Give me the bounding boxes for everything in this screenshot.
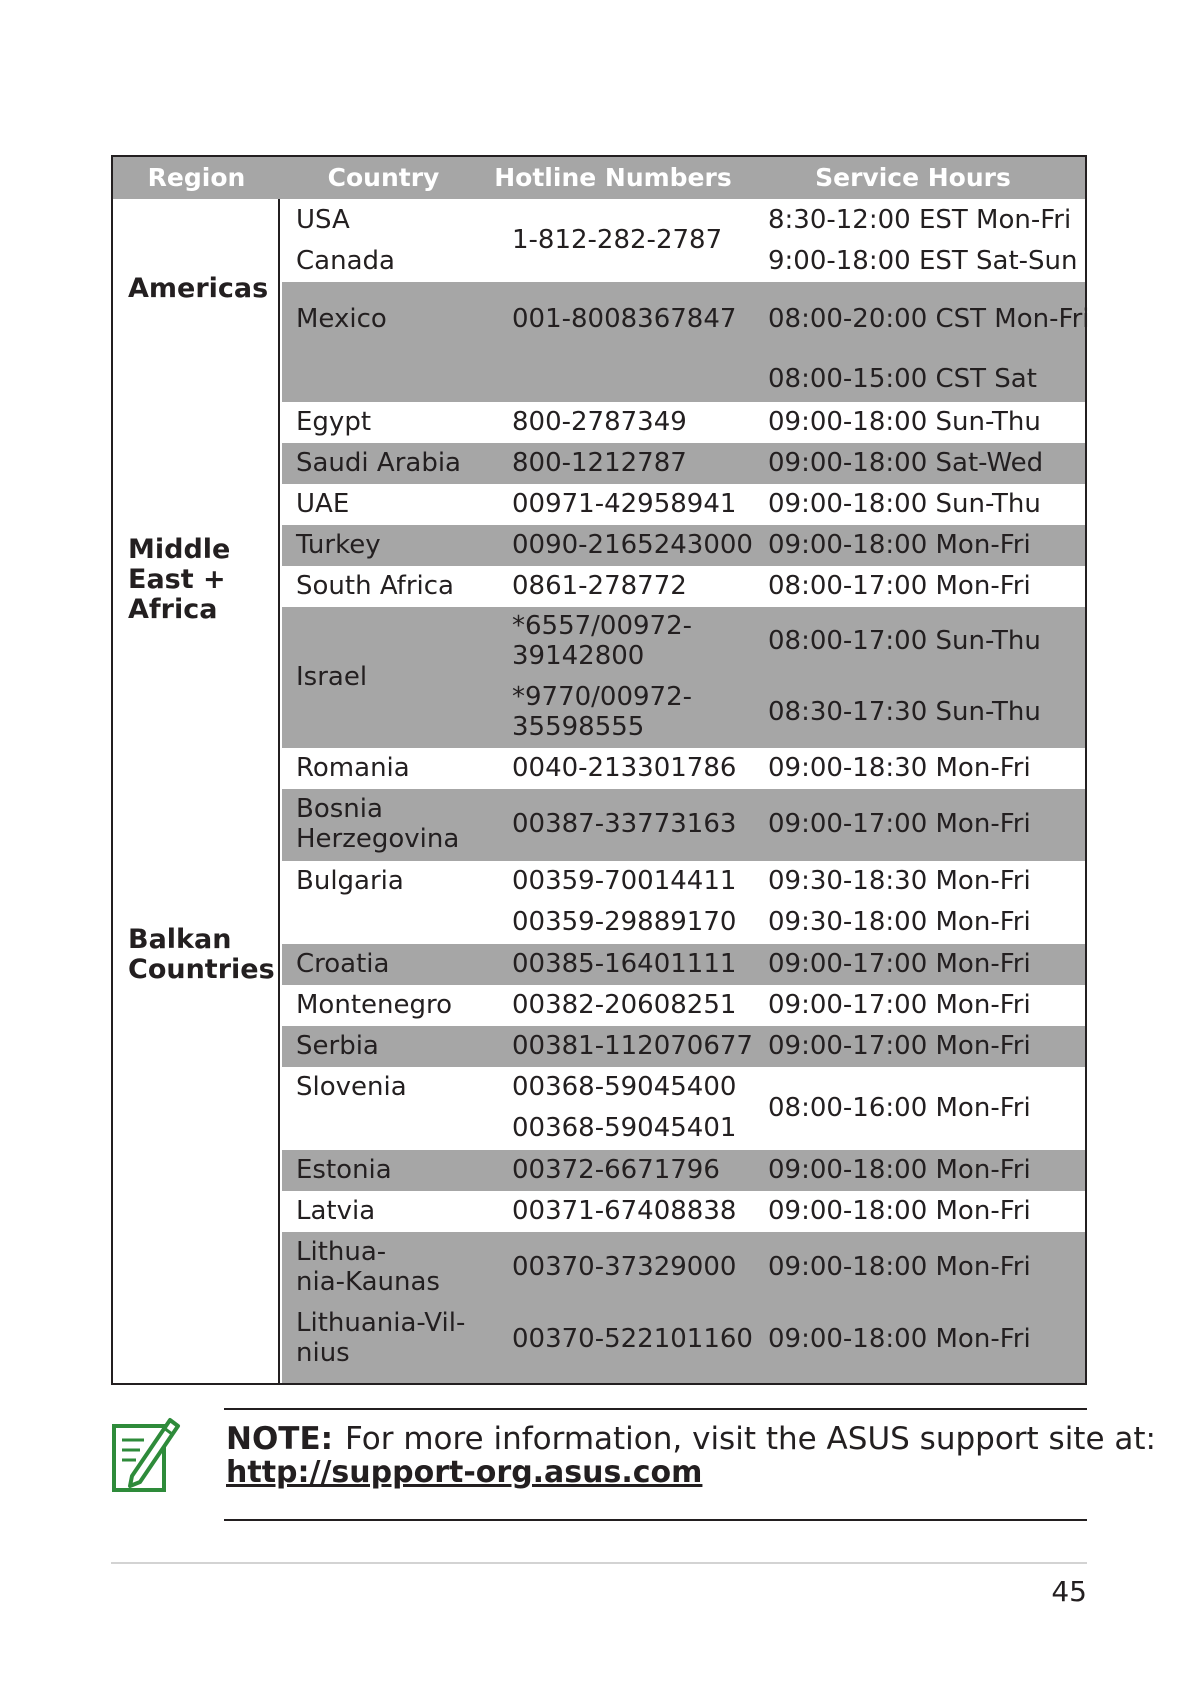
table-row [282, 484, 1085, 525]
country-cell: Mexico [296, 304, 387, 334]
hotline-cell: 800-1212787 [512, 448, 687, 478]
hours-cell: 08:00-15:00 CST Sat [768, 364, 1037, 394]
table-row [282, 199, 1085, 282]
header-hours: Service Hours [815, 163, 1011, 192]
hotline-cell: 0040-213301786 [512, 753, 737, 783]
country-cell: Croatia [296, 949, 390, 979]
hours-cell: 09:00-17:00 Mon-Fri [768, 990, 1031, 1020]
hotline-cell: *6557/00972- [512, 611, 693, 641]
country-cell: Montenegro [296, 990, 453, 1020]
note-top-rule [224, 1408, 1087, 1410]
country-cell: Lithua- [296, 1237, 387, 1267]
hotline-cell: 00372-6671796 [512, 1155, 720, 1185]
page-number: 45 [1051, 1575, 1087, 1608]
hotline-cell: 0090-2165243000 [512, 530, 753, 560]
country-cell: nia-Kaunas [296, 1267, 440, 1297]
hours-cell: 08:00-16:00 Mon-Fri [768, 1093, 1031, 1123]
country-cell: Slovenia [296, 1072, 407, 1102]
hotline-cell: 1-812-282-2787 [512, 225, 723, 255]
country-cell: Serbia [296, 1031, 379, 1061]
hotline-cell: 00370-522101160 [512, 1324, 753, 1354]
hotline-cell: 00387-33773163 [512, 809, 737, 839]
hours-cell: 08:00-17:00 Mon-Fri [768, 571, 1031, 601]
support-site-link[interactable]: http://support-org.asus.com [226, 1455, 703, 1490]
table-row [282, 1067, 1085, 1150]
hours-cell: 09:00-18:00 Mon-Fri [768, 530, 1031, 560]
hotline-cell: 00359-29889170 [512, 907, 737, 937]
country-cell: Lithuania-Vil- [296, 1308, 466, 1338]
note-label: NOTE: [226, 1421, 334, 1457]
country-cell: Bulgaria [296, 866, 404, 896]
table-row [282, 566, 1085, 607]
hours-cell: 08:00-20:00 CST Mon-Fri [768, 304, 1090, 334]
hours-cell: 09:00-18:00 Mon-Fri [768, 1252, 1031, 1282]
hotline-cell: 00971-42958941 [512, 489, 737, 519]
header-country: Country [327, 163, 440, 192]
hotline-cell: 00370-37329000 [512, 1252, 737, 1282]
table-header [113, 157, 1085, 199]
table-row [282, 748, 1085, 789]
hotline-cell: 800-2787349 [512, 407, 687, 437]
hotline-cell: 00368-59045401 [512, 1113, 737, 1143]
hours-cell: 09:00-18:00 Sun-Thu [768, 407, 1041, 437]
hotline-cell: 00385-16401111 [512, 949, 737, 979]
note-text [226, 1422, 1156, 1456]
country-cell: Estonia [296, 1155, 392, 1185]
region-americas: Americas [128, 273, 269, 304]
table-row [282, 861, 1085, 944]
hours-cell: 09:00-18:00 Mon-Fri [768, 1155, 1031, 1185]
region-mea-line1: Middle [128, 534, 231, 565]
table-row [282, 1232, 1085, 1304]
table-row [282, 1026, 1085, 1067]
country-cell: Romania [296, 753, 410, 783]
country-cell: Turkey [296, 530, 381, 560]
header-hotline: Hotline Numbers [494, 163, 732, 192]
country-cell: UAE [296, 489, 350, 519]
country-cell: Herzegovina [296, 824, 460, 854]
country-cell: Latvia [296, 1196, 376, 1226]
table-row [282, 402, 1085, 443]
hotline-cell: 00381-112070677 [512, 1031, 753, 1061]
hours-cell: 08:00-17:00 Sun-Thu [768, 626, 1041, 656]
hotline-cell: 001-8008367847 [512, 304, 737, 334]
hours-cell: 09:00-17:00 Mon-Fri [768, 809, 1031, 839]
hotline-cell: *9770/00972- [512, 682, 693, 712]
country-cell: USA [296, 205, 350, 235]
hotline-cell: 00368-59045400 [512, 1072, 737, 1102]
note-pencil-icon [110, 1412, 182, 1494]
region-balkan-line2: Countries [128, 954, 275, 985]
hotline-cell: 00359-70014411 [512, 866, 737, 896]
hours-cell: 09:00-17:00 Mon-Fri [768, 949, 1031, 979]
hours-cell: 09:00-18:00 Mon-Fri [768, 1196, 1031, 1226]
table-row [282, 1191, 1085, 1232]
hotline-cell: 35598555 [512, 712, 645, 742]
hours-cell: 8:30-12:00 EST Mon-Fri [768, 205, 1072, 235]
table-row [282, 525, 1085, 566]
table-row [282, 944, 1085, 985]
table-row [282, 282, 1090, 402]
table-row [282, 443, 1085, 484]
table-row [282, 607, 1085, 748]
region-mea-line2: East + [128, 564, 226, 595]
country-cell: Egypt [296, 407, 372, 437]
country-cell: Israel [296, 662, 368, 692]
hours-cell: 09:00-18:00 Mon-Fri [768, 1324, 1031, 1354]
table-row [282, 1304, 1085, 1383]
table-row [282, 789, 1085, 861]
region-balkan-line1: Balkan [128, 924, 232, 955]
hotline-cell: 0861-278772 [512, 571, 687, 601]
hotline-cell: 39142800 [512, 641, 645, 671]
country-cell: nius [296, 1338, 350, 1368]
country-cell: South Africa [296, 571, 454, 601]
hours-cell: 09:00-17:00 Mon-Fri [768, 1031, 1031, 1061]
hours-cell: 09:00-18:30 Mon-Fri [768, 753, 1031, 783]
hotline-cell: 00382-20608251 [512, 990, 737, 1020]
hours-cell: 09:00-18:00 Sat-Wed [768, 448, 1044, 478]
hours-cell: 9:00-18:00 EST Sat-Sun [768, 246, 1078, 276]
hours-cell: 09:30-18:00 Mon-Fri [768, 907, 1031, 937]
support-hotline-table [111, 155, 1090, 1385]
table-row [282, 1150, 1085, 1191]
hours-cell: 09:30-18:30 Mon-Fri [768, 866, 1031, 896]
hours-cell: 08:30-17:30 Sun-Thu [768, 697, 1041, 727]
note-bottom-rule [224, 1519, 1087, 1521]
country-cell: Canada [296, 246, 395, 276]
hours-cell: 09:00-18:00 Sun-Thu [768, 489, 1041, 519]
hotline-cell: 00371-67408838 [512, 1196, 737, 1226]
table-row [282, 985, 1085, 1026]
country-cell: Saudi Arabia [296, 448, 461, 478]
note-body: For more information, visit the ASUS support site at: [345, 1421, 1156, 1457]
header-region: Region [147, 163, 246, 192]
country-cell: Bosnia [296, 794, 383, 824]
region-mea-line3: Africa [128, 594, 218, 625]
footer-rule [111, 1562, 1087, 1564]
region-column [113, 199, 280, 1383]
